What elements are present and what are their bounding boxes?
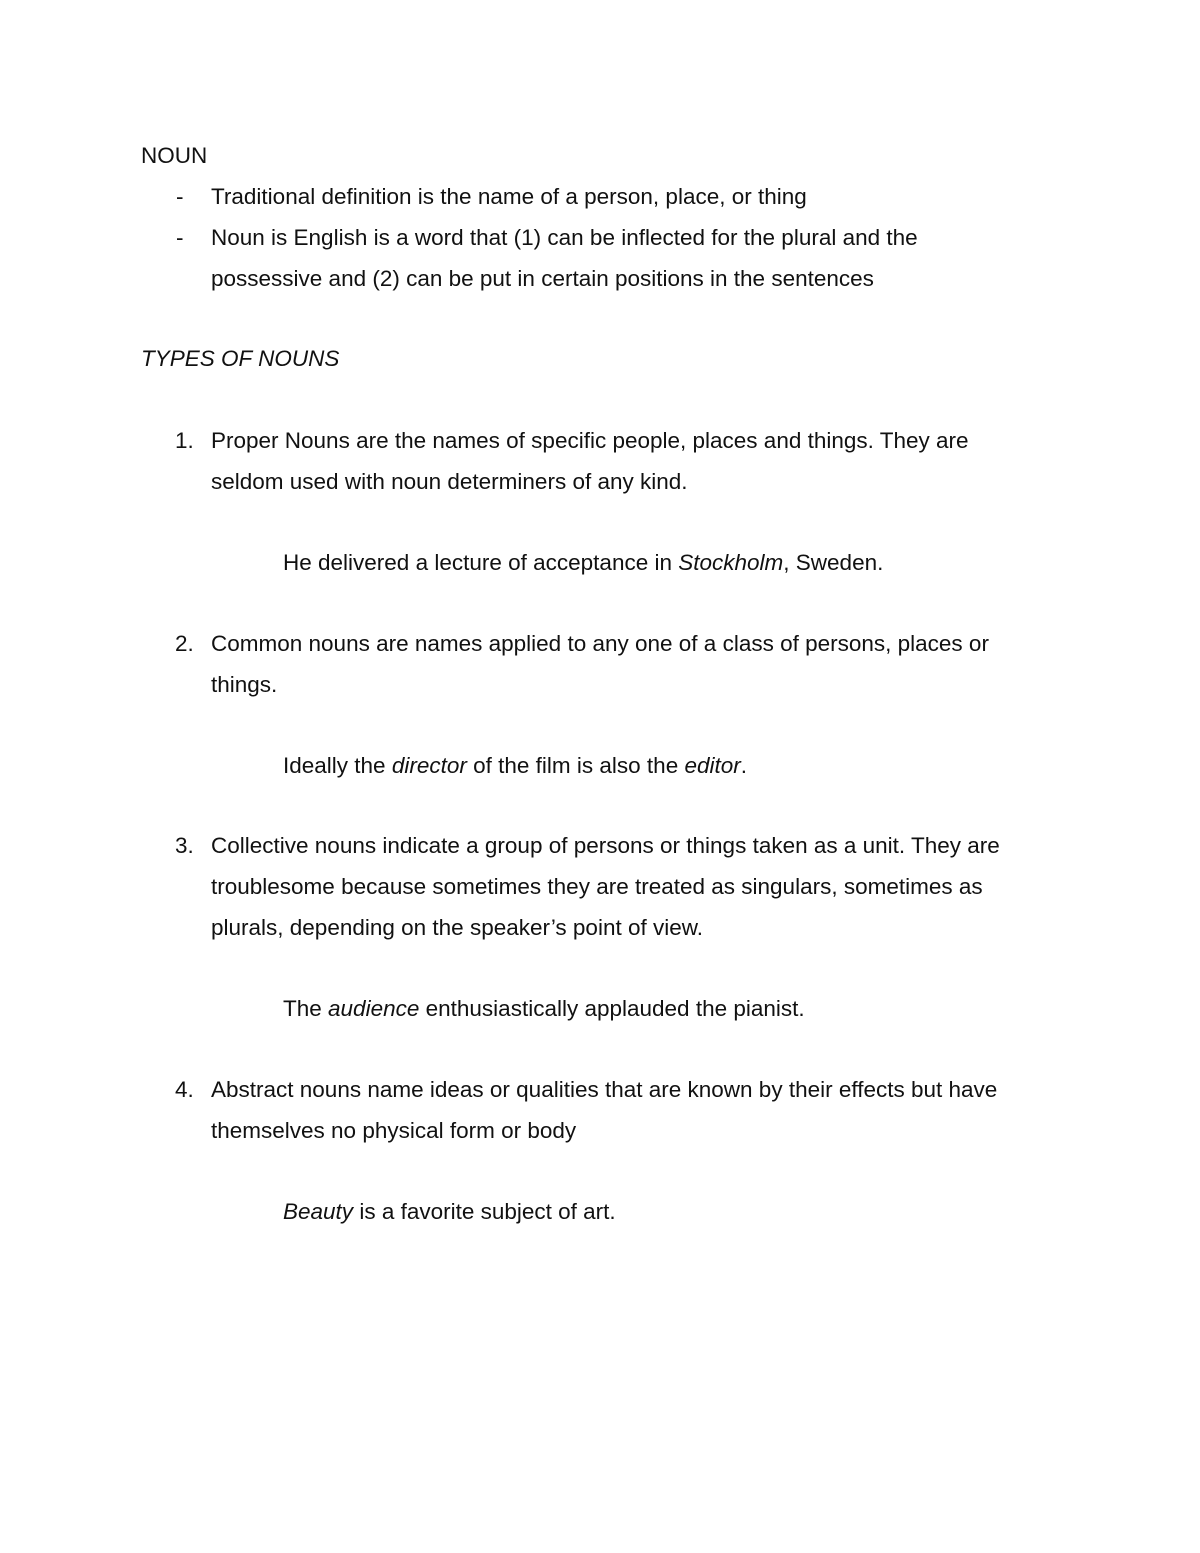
bullet-marker: - bbox=[176, 225, 184, 250]
list-number: 2. bbox=[175, 631, 194, 656]
example-text: enthusiastically applauded the pianist. bbox=[419, 996, 805, 1021]
list-item-line: themselves no physical form or body bbox=[211, 1118, 577, 1143]
list-item-line: Proper Nouns are the names of specific people, places and things. They are bbox=[211, 428, 969, 453]
example-sentence bbox=[283, 752, 747, 780]
example-text: He delivered a lecture of acceptance in bbox=[283, 550, 679, 575]
list-number: 4. bbox=[175, 1077, 194, 1102]
bullet-line: Noun is English is a word that (1) can be inflected for the plural and the bbox=[211, 225, 918, 250]
list-item-line: troublesome because sometimes they are treated as singulars, sometimes as bbox=[211, 874, 983, 899]
list-number: 3. bbox=[175, 833, 194, 858]
example-text: The bbox=[283, 996, 329, 1021]
example-italic-word: Beauty bbox=[283, 1199, 354, 1224]
example-text: of the film is also the bbox=[466, 753, 685, 778]
example-text: . bbox=[740, 753, 748, 778]
example-sentence bbox=[283, 1198, 616, 1226]
example-italic-word: audience bbox=[328, 996, 420, 1021]
example-italic-word: director bbox=[391, 753, 467, 778]
example-italic-word: Stockholm bbox=[678, 550, 784, 575]
page-title: NOUN bbox=[141, 143, 208, 168]
list-item-line: Common nouns are names applied to any one of a class of persons, places or bbox=[211, 631, 989, 656]
example-text: , Sweden. bbox=[783, 550, 884, 575]
list-item-line: Collective nouns indicate a group of persons or things taken as a unit. They are bbox=[211, 833, 1000, 858]
bullet-line: possessive and (2) can be put in certain positions in the sentences bbox=[211, 266, 874, 291]
list-item-line: Abstract nouns name ideas or qualities that are known by their effects but have bbox=[211, 1077, 998, 1102]
list-number: 1. bbox=[175, 428, 194, 453]
section-heading: TYPES OF NOUNS bbox=[141, 346, 340, 371]
bullet-line: Traditional definition is the name of a person, place, or thing bbox=[211, 184, 807, 209]
example-text: is a favorite subject of art. bbox=[353, 1199, 616, 1224]
bullet-marker: - bbox=[176, 184, 184, 209]
list-item-line: seldom used with noun determiners of any kind. bbox=[211, 469, 688, 494]
list-item-line: plurals, depending on the speaker’s point of view. bbox=[211, 915, 704, 940]
example-text: Ideally the bbox=[283, 753, 392, 778]
example-sentence bbox=[283, 549, 883, 577]
list-item-line: things. bbox=[211, 672, 278, 697]
example-sentence bbox=[283, 995, 805, 1023]
example-italic-word: editor bbox=[684, 753, 741, 778]
